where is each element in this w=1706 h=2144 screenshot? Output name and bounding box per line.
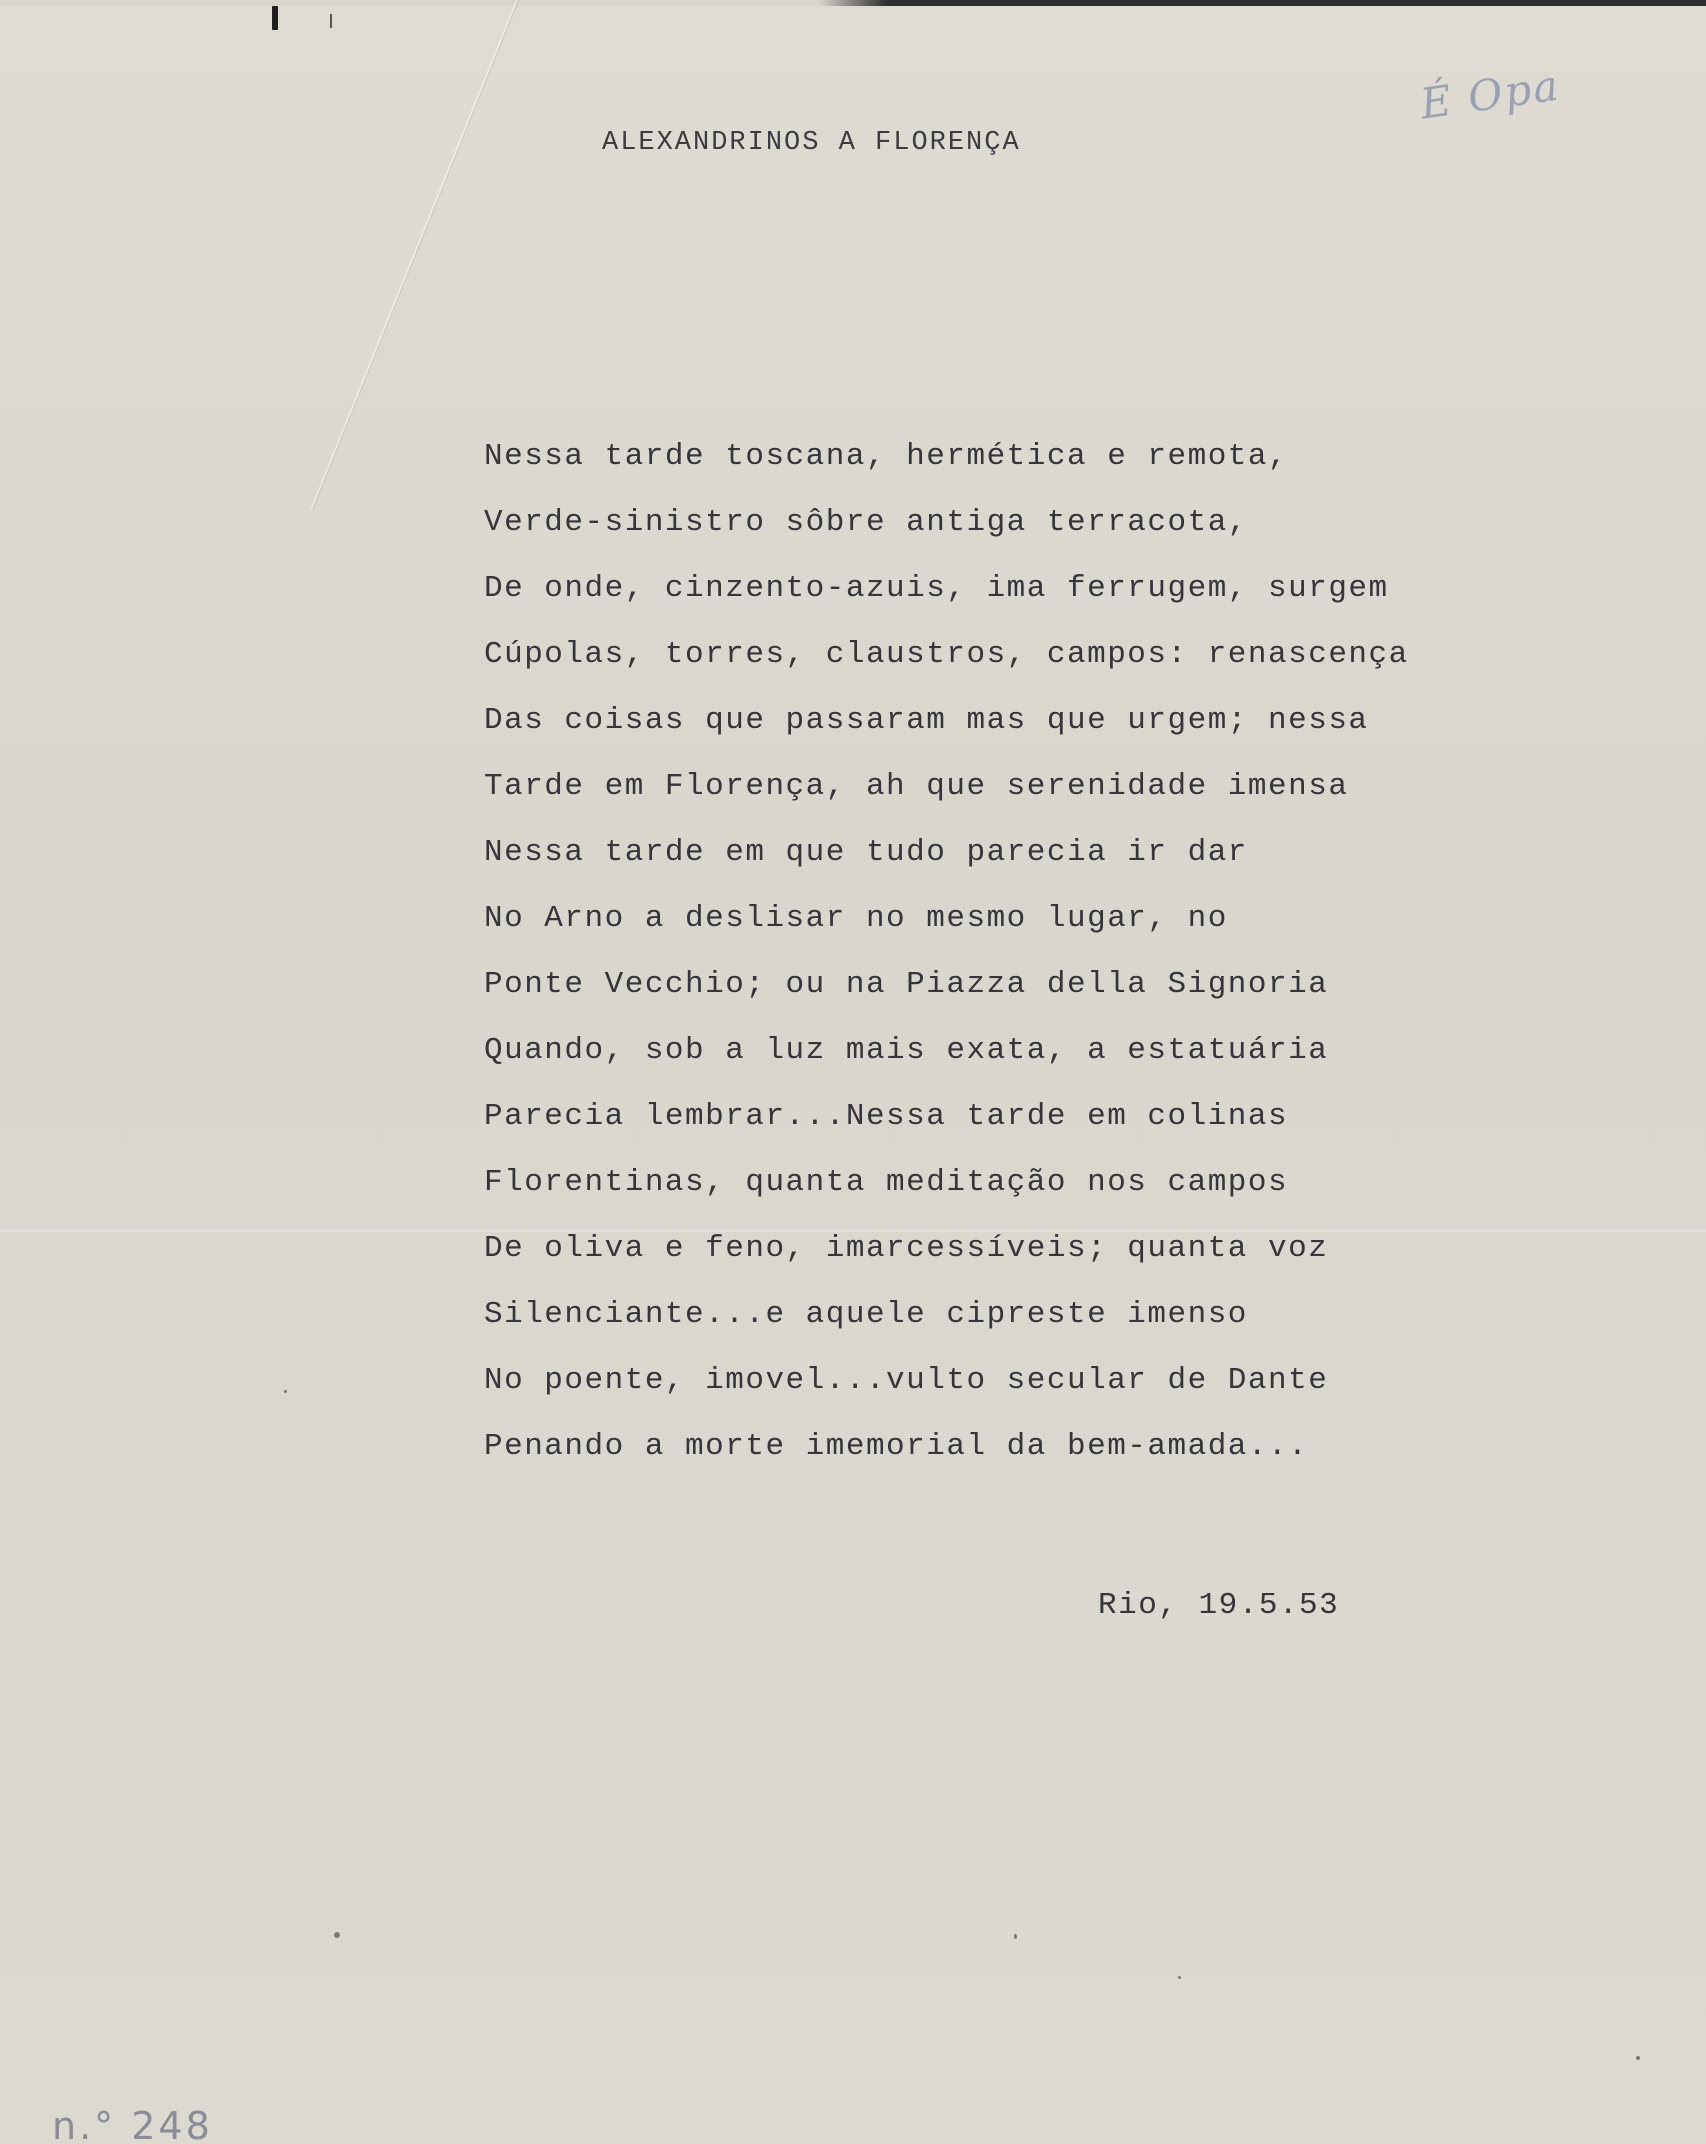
poem-line: No Arno a deslisar no mesmo lugar, no [484, 901, 1228, 936]
poem-line: Tarde em Florença, ah que serenidade imensa [484, 769, 1349, 804]
staple-mark-small [330, 14, 332, 28]
poem-line: Nessa tarde em que tudo parecia ir dar [484, 835, 1248, 870]
poem-title: ALEXANDRINOS A FLORENÇA [602, 128, 1021, 158]
poem-line: Ponte Vecchio; ou na Piazza della Signoria [484, 967, 1329, 1002]
poem-line: Verde-sinistro sôbre antiga terracota, [484, 505, 1248, 540]
page-top-edge [0, 0, 1706, 6]
dateline: Rio, 19.5.53 [1098, 1588, 1340, 1623]
staple-mark [272, 6, 278, 30]
poem-line: De oliva e feno, imarcessíveis; quanta voz [484, 1231, 1329, 1266]
paper-speck [1014, 1934, 1017, 1939]
paper-speck [284, 1390, 287, 1393]
paper-speck [334, 1932, 340, 1938]
poem-line: Cúpolas, torres, claustros, campos: renascença [484, 637, 1409, 672]
poem-body [484, 424, 1409, 1480]
paper-speck [1636, 2056, 1640, 2060]
paper-speck [1178, 1976, 1181, 1979]
poem-line: Das coisas que passaram mas que urgem; nessa [484, 703, 1369, 738]
poem-line: Quando, sob a luz mais exata, a estatuária [484, 1033, 1329, 1068]
poem-line: Nessa tarde toscana, hermética e remota, [484, 439, 1289, 474]
poem-line: Florentinas, quanta meditação nos campos [484, 1165, 1289, 1200]
handwritten-annotation: É Opa [1417, 60, 1564, 129]
pencil-catalog-number: n.° 248 [52, 2104, 213, 2144]
poem-line: Parecia lembrar...Nessa tarde em colinas [484, 1099, 1289, 1134]
poem-line: Penando a morte imemorial da bem-amada... [484, 1429, 1309, 1464]
poem-line: No poente, imovel...vulto secular de Dante [484, 1363, 1329, 1398]
poem-line: Silenciante...e aquele cipreste imenso [484, 1297, 1248, 1332]
poem-line: De onde, cinzento-azuis, ima ferrugem, surgem [484, 571, 1389, 606]
